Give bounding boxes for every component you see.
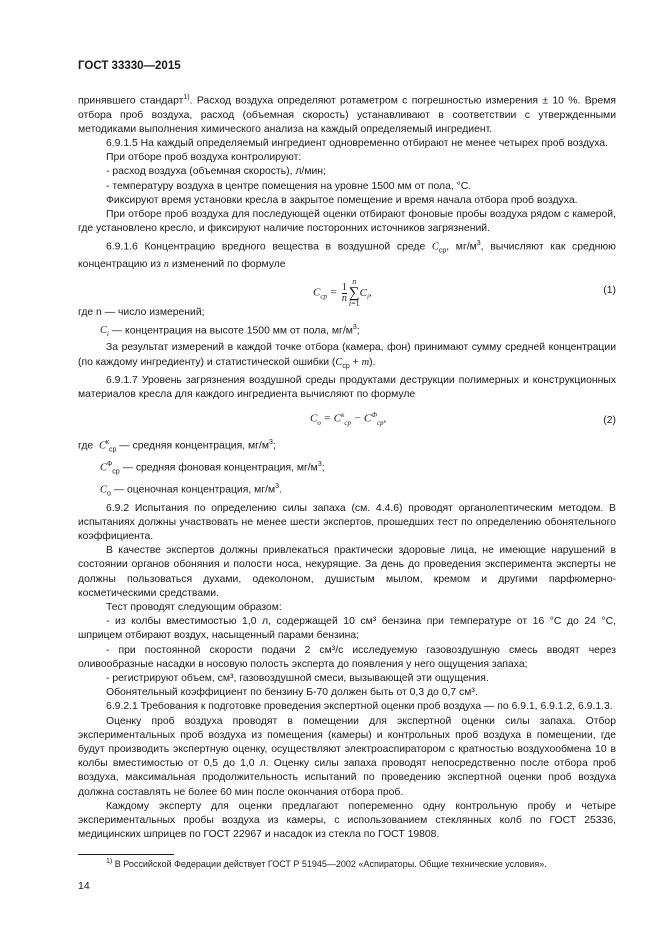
paragraph: Каждому эксперту для оценки предлагают попеременно одну контрольную пробу и четыре экспериментальных пробы воздуха из камеры, с использованием стеклянных колб по ГОСТ 25336, медицинских шприцев по ГОСТ 22967 и насадок из стекла по ГОСТ 19808. xyxy=(78,800,616,841)
where-line: $C^Ф_{ср}$ — средняя фоновая концентрация, $мг/м^3$; xyxy=(100,461,325,476)
page-number: 14 xyxy=(78,880,90,892)
paragraph: Фиксируют время установки кресла в закрытое помещение и время начала отбора проб воздуха. xyxy=(106,194,578,206)
formula-number: (2) xyxy=(603,415,616,427)
paragraph: При отборе проб воздуха для последующей оценки отбирают фоновые пробы воздуха рядом с камерой, где установлено кресло, и фиксируют наличие посторонних источников загрязнений. xyxy=(78,209,616,235)
list-item: - из колбы вместимостью 1,0 л, содержащей 10 см³ бензина при температуре от 16 °С до 24 °С, шприцем отбирают воздух, насыщенный парами бензина; xyxy=(78,616,616,642)
document-header: ГОСТ 33330—2015 xyxy=(78,60,181,72)
paragraph: 6.9.1.5 На каждый определяемый ингредиент одновременно отбирают не менее четырех проб воздуха. xyxy=(106,138,608,150)
paragraph: Обонятельный коэффициент по бензину Б-70 должен быть от 0,3 до 0,7 см³. xyxy=(106,687,478,699)
where-line: где n — число измерений; xyxy=(78,307,205,319)
paragraph: Оценку проб воздуха проводят в помещении для экспертной оценки силы запаха. Отбор экспериментальных проб воздуха из помещения (камеры) и контрольных проб воздуха в помещении, где будут производить экспертную оценку, осуществляют электроаспиратором с кратностью воздухообмена 10 в колбы вместимостью от 0,5 до 1,0 л. Оценку силы запаха проводят непосредственно после отбора проб воздуха, максимальная продолжительность испытаний по проведению экспертной оценки проб воздуха должна составлять не более 60 мин после окончания отбора проб. xyxy=(78,715,616,798)
list-item: - при постоянной скорости подачи 2 см³/с исследуемую газовоздушную смесь вводят через оливообразные насадки в носовую полость эксперта до появления у него ощущения запаха; xyxy=(78,644,616,670)
formula-2: $C_о = C^к_{ср} - C^Ф_{ср}$, (2) xyxy=(310,411,616,428)
footnote-divider xyxy=(78,854,174,855)
paragraph: принявшего стандарт$^{1)}$. Расход воздуха определяют ротаметром с погрешностью измерения ± 10 %. Время отбора проб воздуха, расход (объемная скорость) устанавливают в соответствии с утвержденными методиками выполнения химического анализа на каждый определяемый ингредиент. xyxy=(78,94,616,135)
list-item: - расход воздуха (объемная скорость), л/мин; xyxy=(106,166,326,178)
where-line: $C_о$ — оценочная концентрация, $мг/м^3$. xyxy=(100,482,282,498)
list-item: - температуру воздуха в центре помещения на уровне 1500 мм от пола, °С. xyxy=(106,180,472,192)
document-body xyxy=(78,91,616,842)
paragraph: 6.9.2 Испытания по определению силы запаха (см. 4.4.6) проводят органолептическим методом. В испытаниях должны участвовать не менее шести экспертов, прошедших тест по определению обонятельного коэффициента. xyxy=(78,502,616,542)
footnote: $^{1)}$ В Российской Федерации действует ГОСТ Р 51945—2002 «Аспираторы. Общие технические условия». xyxy=(106,858,547,869)
paragraph: 6.9.1.6 Концентрацию вредного вещества в воздушной среде $C_{ср}$, $мг/м^3$, вычисляют как среднюю концентрацию из n изменений по формуле xyxy=(78,239,616,271)
paragraph: 6.9.1.7 Уровень загрязнения воздушной среды продуктами деструкции полимерных и конструкционных материалов кресла для каждого ингредиента вычисляют по формуле xyxy=(78,374,616,401)
list-item: - регистрируют объем, см³, газовоздушной смеси, вызывающей эти ощущения. xyxy=(106,672,489,684)
where-line: $C_i$ — концентрация на высоте 1500 мм от пола, $мг/м^3$; xyxy=(100,323,360,339)
paragraph: Тест проводят следующим образом: xyxy=(106,601,282,613)
formula-1: $C_{ср}$ = $\frac{1}{n}$ n ∑ i=1 $C_i$, (1) xyxy=(313,277,616,309)
paragraph: При отборе проб воздуха контролируют: xyxy=(106,152,302,164)
paragraph: В качестве экспертов должны привлекаться практически здоровые лица, не имеющие нарушений в состоянии органов обоняния и полости носа, некурящие. За день до проведения эксперимента эксперты не должны пользоваться духами, одеколоном, душистым мылом, кремом и другими парфюмерно-косметическими средствами. xyxy=(78,545,616,599)
paragraph: 6.9.2.1 Требования к подготовке проведения экспертной оценки проб воздуха — по 6.9.1, 6.9.1.2, 6.9.1.3. xyxy=(106,701,613,713)
formula-number: (1) xyxy=(603,285,616,297)
paragraph: За результат измерений в каждой точке отбора (камера, фон) принимают сумму средней концентрации (по каждому ингредиенту) и статистической ошибки $(C_{ср} + m)$. xyxy=(78,342,616,370)
footnote-ref: 1) xyxy=(183,94,190,101)
where-line: где $C^к_{ср}$ — средняя концентрация, $мг/м^3$; xyxy=(78,439,276,454)
